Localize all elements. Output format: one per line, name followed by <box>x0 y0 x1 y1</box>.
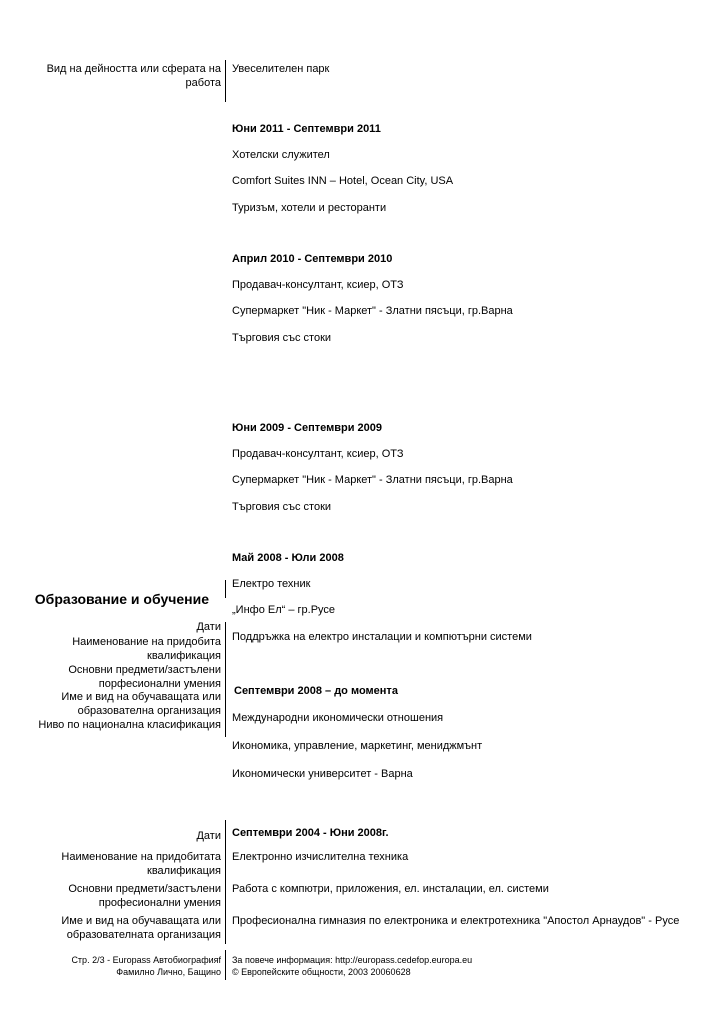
edu-organisation: Професионална гимназия по електроника и електротехника "Апостол Арнаудов" - Русе <box>232 915 680 927</box>
edu-subjects: Икономика, управление, маркетинг, мениджмънт <box>232 740 483 752</box>
job-dates: Юни 2011 - Септември 2011 <box>232 123 381 135</box>
section-heading-education: Образование и обучение <box>34 591 209 607</box>
job-sector: Търговия със стоки <box>232 332 332 344</box>
field-label-qualification: Наименование на придобитата <box>61 851 221 863</box>
job-position: Продавач-консултант, ксиер, ОТЗ <box>232 448 404 460</box>
field-label-qualification: Наименование на придобита <box>72 636 221 648</box>
field-label-sector-cont: работа <box>185 77 221 89</box>
field-label-subjects: Основни предмети/застълени <box>68 883 221 895</box>
footer-name: Фамилно Лично, Бащино <box>116 967 221 977</box>
column-divider <box>225 60 226 102</box>
edu-organisation: Икономически университет - Варна <box>232 768 413 780</box>
edu-qualification: Електронно изчислителна техника <box>232 851 409 863</box>
field-label-dates: Дати <box>196 830 221 842</box>
job-sector: Поддръжка на електро инсталации и компютърни системи <box>232 631 532 643</box>
job-employer: Супермаркет "Ник - Маркет" - Златни пясъци, гр.Варна <box>232 474 513 486</box>
field-label-subjects-cont: професионални умения <box>98 897 221 909</box>
edu-qualification: Международни икономически отношения <box>232 712 444 724</box>
field-label-organisation-cont: образователната организация <box>66 929 221 941</box>
field-label-organisation: Име и вид на обучаващата или <box>61 691 221 703</box>
field-label-subjects-cont: порфесионални умения <box>98 678 221 690</box>
job-position: Електро техник <box>232 578 311 590</box>
field-label-qualification-cont: квалификация <box>147 650 221 662</box>
edu-dates: Септември 2008 – до момента <box>234 685 398 697</box>
footer-page-info: Стр. 2/3 - Europass Автобиографияf <box>71 955 221 965</box>
field-label-subjects: Основни предмети/застълени <box>68 664 221 676</box>
job-dates: Юни 2009 - Септември 2009 <box>232 422 383 434</box>
job-position: Продавач-консултант, ксиер, ОТЗ <box>232 279 404 291</box>
column-divider <box>225 622 226 737</box>
job-sector: Туризъм, хотели и ресторанти <box>232 202 387 214</box>
edu-dates: Септември 2004 - Юни 2008г. <box>232 827 389 839</box>
job-employer: „Инфо Ел“ – гр.Русе <box>232 604 336 616</box>
job-dates: Май 2008 - Юли 2008 <box>232 552 344 564</box>
sector-value: Увеселителен парк <box>232 63 330 75</box>
column-divider <box>225 580 226 598</box>
field-label-qualification-cont: квалификация <box>147 865 221 877</box>
footer-copyright: © Европейските общности, 2003 20060628 <box>232 967 411 977</box>
field-label-dates: Дати <box>196 621 221 633</box>
edu-subjects: Работа с компютри, приложения, ел. инсталации, ел. системи <box>232 883 549 895</box>
field-label-organisation-cont: образователна организация <box>77 705 221 717</box>
footer-divider <box>225 950 226 980</box>
field-label-level: Ниво по национална класификация <box>38 719 221 731</box>
footer-info-link: За повече информация: http://europass.cedefop.europa.eu <box>232 955 473 965</box>
job-sector: Търговия със стоки <box>232 501 332 513</box>
job-position: Хотелски служител <box>232 149 330 161</box>
job-employer: Супермаркет "Ник - Маркет" - Златни пясъци, гр.Варна <box>232 305 513 317</box>
column-divider <box>225 820 226 944</box>
field-label-organisation: Име и вид на обучаващата или <box>61 915 221 927</box>
job-dates: Април 2010 - Септември 2010 <box>232 253 393 265</box>
field-label-sector: Вид на дейността или сферата на <box>46 63 221 75</box>
job-employer: Comfort Suites INN – Hotel, Ocean City, USA <box>232 175 454 187</box>
